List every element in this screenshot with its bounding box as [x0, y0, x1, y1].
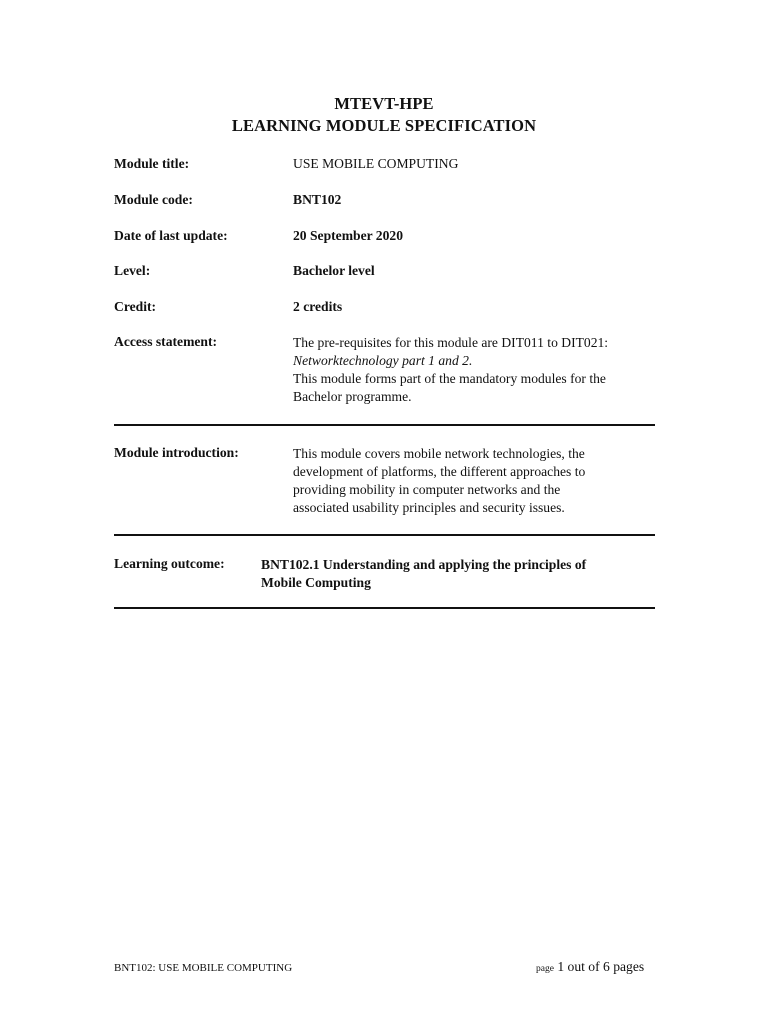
module-code-value: BNT102 — [293, 192, 342, 207]
section-divider — [114, 424, 655, 426]
introduction-line: development of platforms, the different approaches to — [293, 464, 586, 479]
access-statement-line: Bachelor programme. — [293, 389, 412, 404]
module-title-label: Module title: — [114, 156, 190, 171]
document-title-spec: LEARNING MODULE SPECIFICATION — [231, 116, 537, 135]
level-label: Level: — [114, 263, 151, 278]
access-statement-label: Access statement: — [114, 334, 218, 349]
credit-value: 2 credits — [293, 299, 343, 314]
access-statement-line: The pre-requisites for this module are DIT011 to DIT021: — [293, 335, 609, 350]
learning-outcome-line: Mobile Computing — [261, 575, 371, 590]
module-code-label: Module code: — [114, 192, 193, 207]
document-title-org: MTEVT-HPE — [334, 94, 434, 113]
last-update-label: Date of last update: — [114, 228, 228, 243]
learning-outcome-line: BNT102.1 Understanding and applying the principles of — [261, 557, 587, 572]
module-introduction-label: Module introduction: — [114, 445, 239, 460]
footer-page-word: page — [536, 964, 554, 974]
footer-page-number — [536, 959, 644, 975]
footer-module-name: BNT102: USE MOBILE COMPUTING — [114, 962, 293, 974]
section-divider — [114, 534, 655, 536]
level-value: Bachelor level — [293, 263, 375, 278]
access-statement-prereq-title: Networktechnology part 1 and 2. — [293, 353, 473, 368]
last-update-value: 20 September 2020 — [293, 228, 403, 243]
introduction-line: associated usability principles and security issues. — [293, 500, 565, 515]
introduction-line: providing mobility in computer networks and the — [293, 482, 561, 497]
access-statement-line: This module forms part of the mandatory modules for the — [293, 371, 606, 386]
footer-page-info: 1 out of 6 pages — [557, 959, 645, 974]
introduction-line: This module covers mobile network technologies, the — [293, 446, 585, 461]
learning-outcome-text — [261, 556, 586, 592]
learning-outcome-label: Learning outcome: — [114, 556, 225, 571]
credit-label: Credit: — [114, 299, 157, 314]
access-statement-text — [293, 334, 653, 406]
module-title-value: USE MOBILE COMPUTING — [293, 156, 459, 171]
section-divider — [114, 607, 655, 609]
module-introduction-text — [293, 445, 653, 517]
